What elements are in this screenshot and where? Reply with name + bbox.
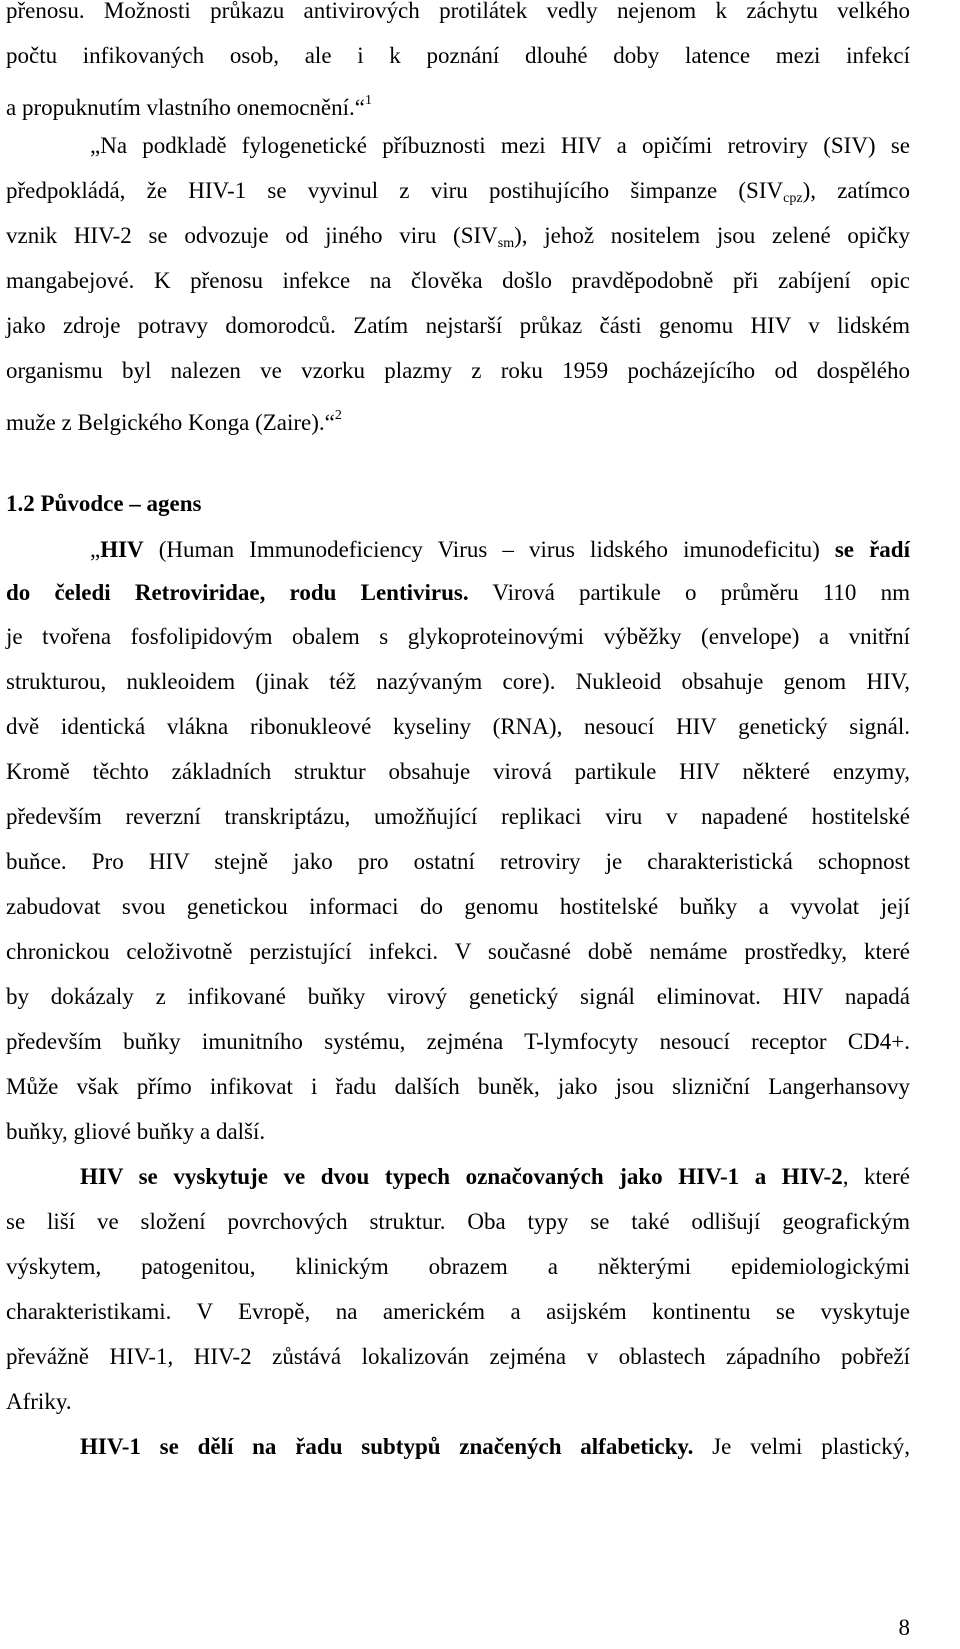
text-line: se liší ve složení povrchových struktur. Oba typy se také odlišují geografickým xyxy=(6,1209,910,1234)
text-span: předpokládá, že HIV-1 se vyvinul z viru postihujícího šimpanze (SIV xyxy=(6,178,784,203)
bold-text: se řadí xyxy=(834,537,910,562)
text-span: muže z Belgického Konga (Zaire).“ xyxy=(6,410,335,435)
text-line: chronickou celoživotně perzistující infekci. V současné době nemáme prostředky, které xyxy=(6,939,910,964)
text-span: ), zatímco xyxy=(802,178,910,203)
text-line: mangabejové. K přenosu infekce na člověka došlo pravděpodobně při zabíjení opic xyxy=(6,268,910,293)
text-line: „Na podkladě fylogenetické příbuznosti mezi HIV a opičími retroviry (SIV) se xyxy=(90,133,910,158)
text-line: je tvořena fosfolipidovým obalem s glykoproteinovými výběžky (envelope) a vnitřní xyxy=(6,624,910,649)
text-span: Je velmi plastický, xyxy=(693,1434,911,1459)
bold-text: HIV se vyskytuje ve dvou typech označovaných jako HIV-1 a HIV-2 xyxy=(80,1164,843,1189)
text-line: buňce. Pro HIV stejně jako pro ostatní retroviry je charakteristická schopnost xyxy=(6,849,910,874)
text-line: přenosu. Možnosti průkazu antivirových protilátek vedly nejenom k záchytu velkého xyxy=(6,0,910,23)
text-span: a propuknutím vlastního onemocnění.“ xyxy=(6,95,365,120)
bold-text: HIV-1 se dělí na řadu subtypů značených alfabeticky. xyxy=(80,1434,694,1459)
text-line xyxy=(6,578,910,608)
text-line xyxy=(80,1162,910,1192)
text-line: výskytem, patogenitou, klinickým obrazem a některými epidemiologickými xyxy=(6,1254,910,1279)
text-line: zabudovat svou genetickou informaci do genomu hostitelské buňky a vyvolat její xyxy=(6,894,910,919)
section-heading: 1.2 Původce – agens xyxy=(6,491,202,516)
text-line: jako zdroje potravy domorodců. Zatím nejstarší průkaz části genomu HIV v lidském xyxy=(6,313,910,338)
text-span: (Human Immunodeficiency Virus – virus lidského imunodeficitu) xyxy=(143,537,835,562)
text-line: především reverzní transkriptázu, umožňující replikaci viru v napadené hostitelské xyxy=(6,804,910,829)
text-line xyxy=(6,221,910,251)
text-line: převážně HIV-1, HIV-2 zůstává lokalizován zejména v oblastech západního pobřeží xyxy=(6,1344,910,1369)
text-span: vznik HIV-2 se odvozuje od jiného viru (SIV xyxy=(6,223,498,248)
text-line xyxy=(6,401,910,435)
text-line xyxy=(6,176,910,206)
text-line: dvě identická vlákna ribonukleové kyseliny (RNA), nesoucí HIV genetický signál. xyxy=(6,714,910,739)
subscript: sm xyxy=(497,236,515,251)
bold-text: HIV xyxy=(100,537,144,562)
text-line: Afriky. xyxy=(6,1389,72,1414)
text-span: Virová partikule o průměru 110 nm xyxy=(468,580,910,605)
page-number: 8 xyxy=(898,1615,910,1640)
bold-text: do čeledi Retroviridae, rodu Lentivirus. xyxy=(6,580,469,605)
text-line: Kromě těchto základních struktur obsahuje virová partikule HIV některé enzymy, xyxy=(6,759,910,784)
text-line: by dokázaly z infikované buňky virový genetický signál eliminovat. HIV napadá xyxy=(6,984,910,1009)
footnote-ref: 2 xyxy=(334,408,342,423)
text-span: „ xyxy=(90,537,101,562)
text-line: charakteristikami. V Evropě, na americkém a asijském kontinentu se vyskytuje xyxy=(6,1299,910,1324)
text-span: ), jehož nositelem jsou zelené opičky xyxy=(514,223,910,248)
subscript: cpz xyxy=(783,191,803,206)
text-span: , které xyxy=(842,1164,910,1189)
text-line: organismu byl nalezen ve vzorku plazmy z roku 1959 pocházejícího od dospělého xyxy=(6,358,910,383)
footnote-ref: 1 xyxy=(364,93,372,108)
text-line: především buňky imunitního systému, zejména T-lymfocyty nesoucí receptor CD4+. xyxy=(6,1029,910,1054)
text-line xyxy=(90,535,910,565)
text-line: buňky, gliové buňky a další. xyxy=(6,1119,266,1144)
text-line: strukturou, nukleoidem (jinak též nazývaným core). Nukleoid obsahuje genom HIV, xyxy=(6,669,910,694)
text-line xyxy=(6,86,910,120)
text-line: počtu infikovaných osob, ale i k poznání dlouhé doby latence mezi infekcí xyxy=(6,43,910,68)
text-line xyxy=(80,1432,910,1462)
text-line: Může však přímo infikovat i řadu dalších buněk, jako jsou slizniční Langerhansovy xyxy=(6,1074,910,1099)
